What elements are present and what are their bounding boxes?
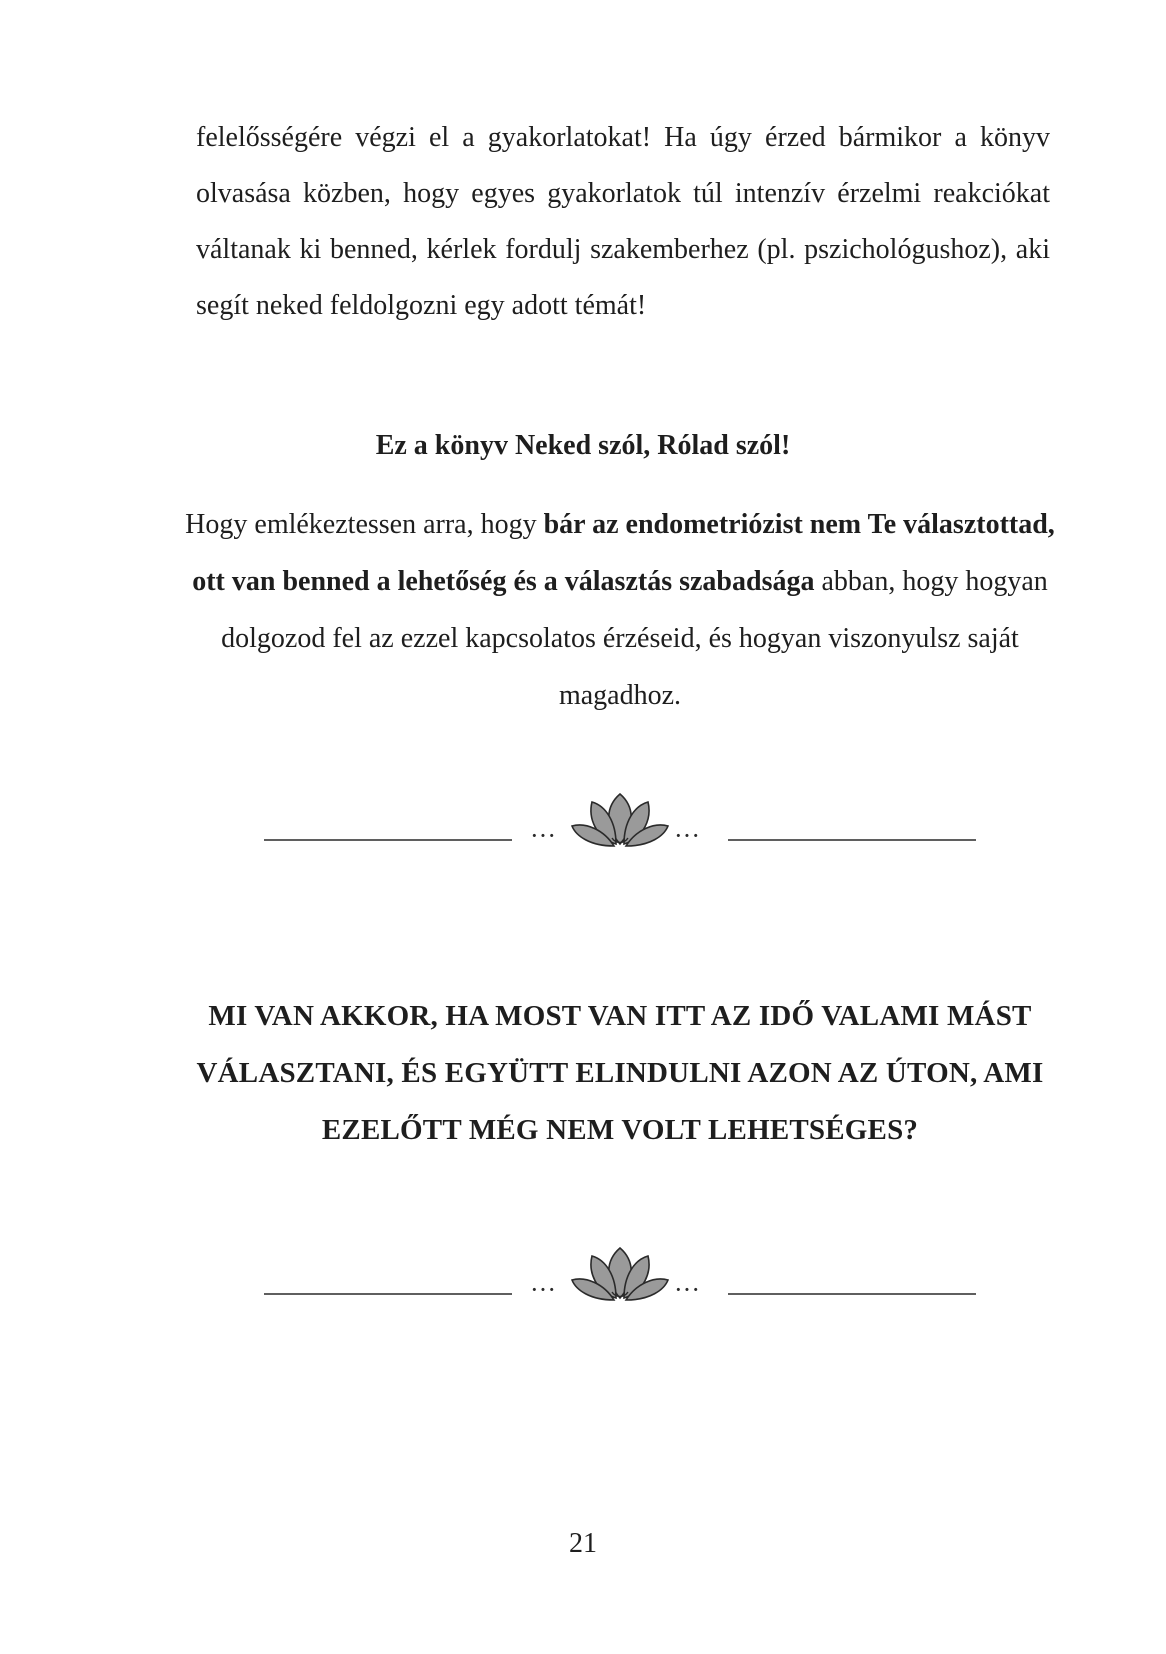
centered-paragraph [180,496,1060,724]
question-heading: MI VAN AKKOR, HA MOST VAN ITT AZ IDŐ VALAMI MÁST VÁLASZTANI, ÉS EGYÜTT ELINDULNI AZON AZ ÚTON, AMI EZELŐTT MÉG NEM VOLT LEHETSÉGES? [196,1000,1044,1146]
lotus-icon [572,1248,668,1300]
divider-dots-left: ··· [530,821,556,850]
message-bold-part: bár az endometriózist nem Te választottad, ott van benned a lehetőség és a választás szabadsága [192,509,1055,597]
page-number: 21 [569,1528,597,1559]
message-part-2: abban, hogy hogyan dolgozod fel az ezzel kapcsolatos érzéseid, és hogyan viszonyulsz saját magadhoz. [221,566,1048,711]
ornament-divider [264,786,976,866]
divider-dots-right: ··· [674,821,700,850]
intro-paragraph: felelősségére végzi el a gyakorlatokat! Ha úgy érzed bármikor a könyv olvasása közben, hogy egyes gyakorlatok túl intenzív érzelmi reakciókat váltanak ki benned, kérlek fordulj szakemberhez (pl. pszichológushoz), aki segít neked feldolgozni egy adott témát! [196,122,1050,321]
ornament-divider [264,1240,976,1320]
section-subheading: Ez a könyv Neked szól, Rólad szól! [375,430,791,461]
message-part-1: Hogy emlékeztessen arra, hogy [185,509,544,540]
divider-dots-left: ··· [530,1275,556,1304]
divider-dots-right: ··· [674,1275,700,1304]
lotus-icon [572,794,668,846]
